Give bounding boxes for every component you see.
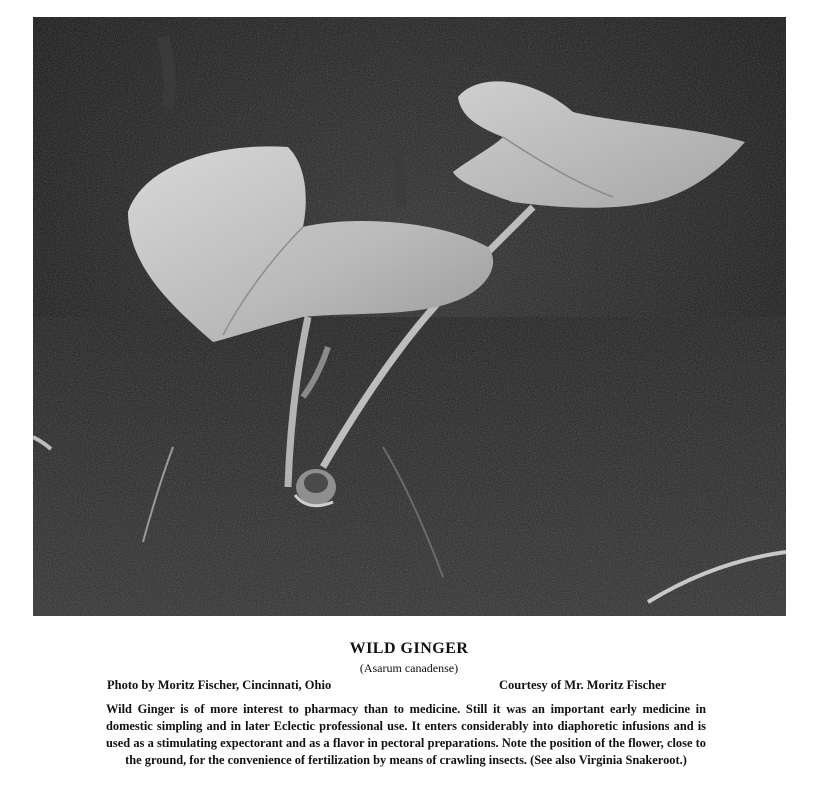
blurred-twig <box>398 147 401 207</box>
wild-ginger-photo <box>33 17 786 616</box>
photo-grain <box>33 17 786 616</box>
plate-title: WILD GINGER <box>349 640 469 657</box>
latin-name: (Asarum canadense) <box>359 661 459 675</box>
photo-credit: Photo by Moritz Fischer, Cincinnati, Ohio <box>107 678 332 692</box>
courtesy-credit: Courtesy of Mr. Moritz Fischer <box>499 678 667 692</box>
blurred-twig <box>163 37 170 107</box>
caption-paragraph: Wild Ginger is of more interest to pharmacy than to medicine. Still it was an important early medicine in domestic simpling and in later Eclectic professional use. It enters considerably into diaphoretic infusions and is used as a stimulating expectorant and as a flavor in pectoral preparations. Note the position of the flower, close to the ground, for the convenience of fertilization by means of crawling insects. (See also Virginia Snakeroot.) <box>106 702 706 767</box>
flower-center <box>304 473 328 493</box>
wild-ginger-photo-drawing <box>33 17 786 616</box>
